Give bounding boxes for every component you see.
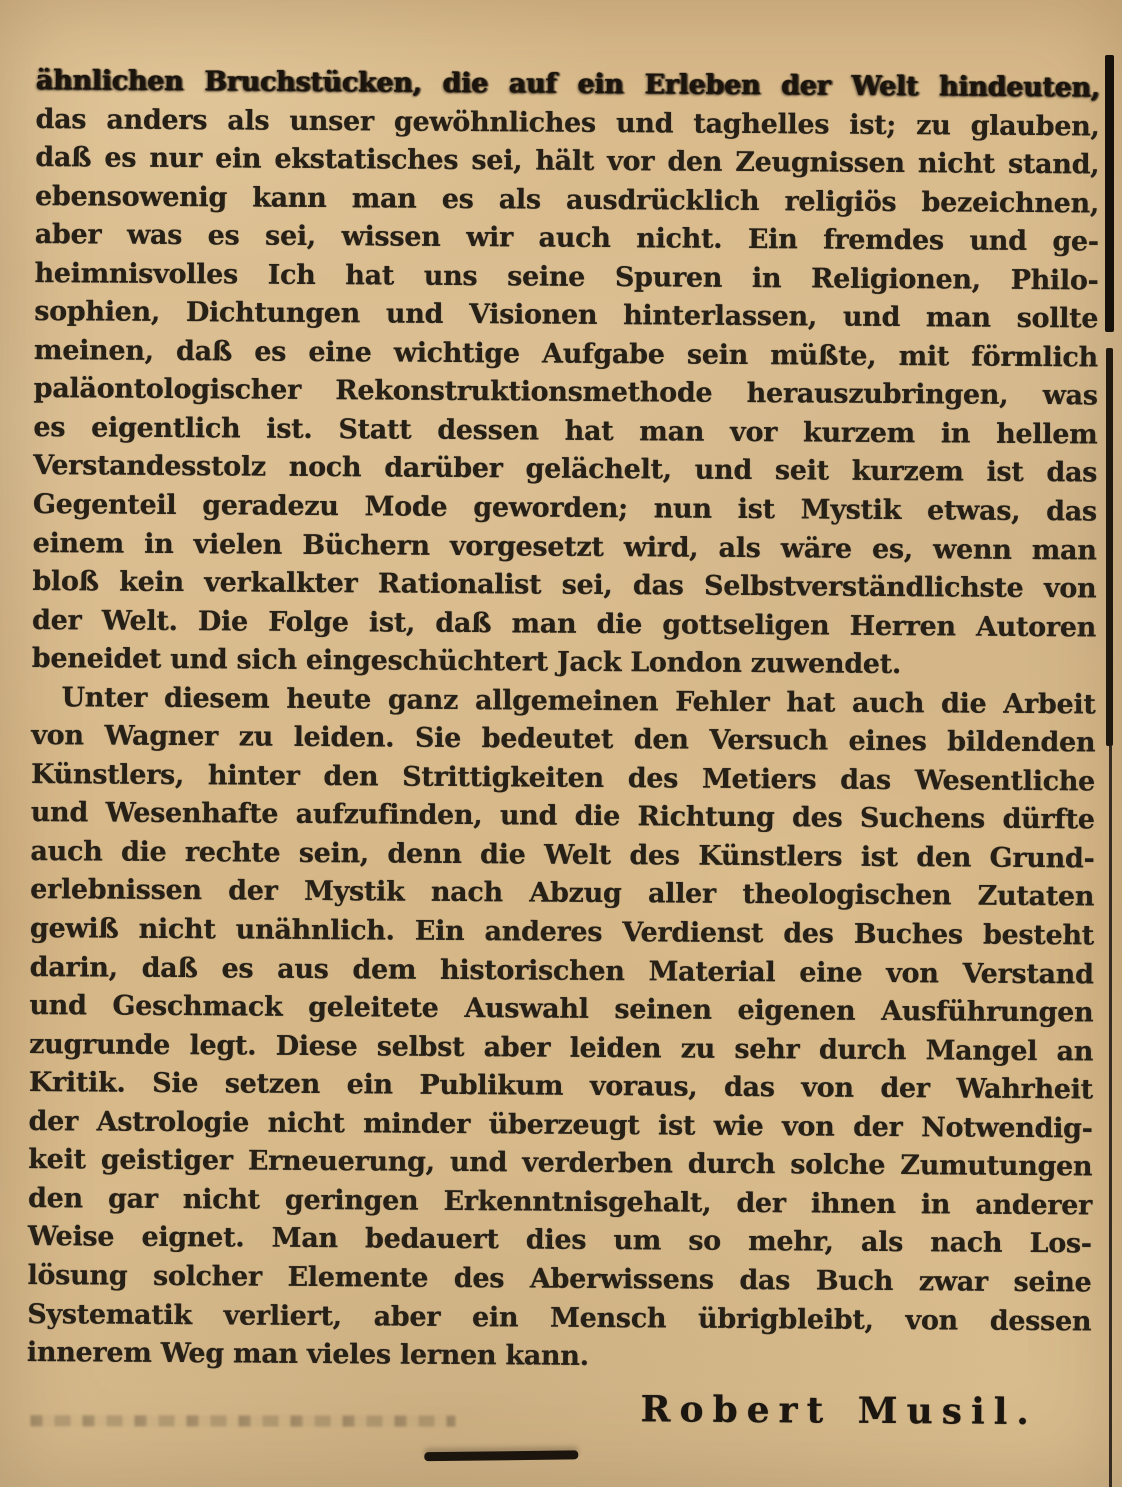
text-line: keit geistiger Erneuerung, und verderben durch solche Zumutungen (28, 1144, 1093, 1183)
text-line: und Geschmack geleitete Auswahl seinen eigenen Ausführungen (29, 990, 1094, 1029)
text-line: und Wesenhafte aufzufinden, und die Richtung des Suchens dürfte (30, 797, 1095, 836)
end-of-article-divider (424, 1450, 578, 1461)
text-line: zugrunde legt. Diese selbst aber leiden zu sehr durch Mangel an (29, 1028, 1094, 1068)
text-line: Systematik verliert, aber ein Mensch übrigbleibt, von dessen (27, 1298, 1092, 1337)
text-line: innerem Weg man vieles lernen kann. (26, 1337, 589, 1372)
article-text-block (26, 62, 1100, 1434)
text-line: ebensowenig kann man es als ausdrücklich religiös bezeichnen, (34, 180, 1100, 220)
text-line: der Welt. Die Folge ist, daß man die gottseligen Herren Autoren (31, 604, 1097, 644)
text-line: auch die rechte sein, denn die Welt des Künstlers ist den Grund- (30, 835, 1095, 875)
column-rule-top (1105, 55, 1114, 332)
text-line: beneidet und sich eingeschüchtert Jack London zuwendet. (31, 643, 902, 681)
column-rule-bottom (1109, 746, 1112, 1487)
text-line: einem in vielen Büchern vorgesetzt wird, als wäre es, wenn man (32, 527, 1097, 566)
text-line: es eigentlich ist. Statt dessen hat man vor kurzem in hellem (33, 411, 1098, 451)
text-line: Gegenteil geradezu Mode geworden; nun ist Mystik etwas, das (32, 489, 1097, 528)
author-signature: Robert Musil. (640, 1388, 1039, 1434)
text-line: daß es nur ein ekstatisches sei, hält vor den Zeugnissen nicht stand, (35, 142, 1100, 181)
text-line: heimnisvolles Ich hat uns seine Spuren in Religionen, Philo- (34, 257, 1099, 297)
faded-print-smudge (31, 1415, 456, 1426)
text-line: Unter diesem heute ganz allgemeinen Fehler hat auch die Arbeit (61, 681, 1096, 721)
text-line: bloß kein verkalkter Rationalist sei, das Selbstverständlichste von (32, 566, 1097, 605)
text-line: lösung solcher Elemente des Aberwissens das Buch zwar seine (27, 1259, 1092, 1299)
text-line: den gar nicht geringen Erkenntnisgehalt, der ihnen in anderer (27, 1182, 1093, 1222)
text-line: Künstlers, hinter den Strittigkeiten des Metiers das Wesentliche (30, 758, 1096, 798)
text-line: sophien, Dichtungen und Visionen hinterlassen, und man sollte (34, 296, 1099, 335)
text-line: gewiß nicht unähnlich. Ein anderes Verdienst des Buches besteht (29, 913, 1095, 952)
text-line: Kritik. Sie setzen ein Publikum voraus, das von der Wahrheit (28, 1067, 1093, 1106)
text-line: Verstandesstolz noch darüber gelächelt, und seit kurzem ist das (33, 450, 1098, 489)
text-line: das anders als unser gewöhnliches und taghelles ist; zu glauben, (35, 103, 1100, 142)
text-line: aber was es sei, wissen wir auch nicht. Ein fremdes und ge- (34, 219, 1099, 258)
text-line: von Wagner zu leiden. Sie bedeutet den Versuch eines bildenden (31, 720, 1096, 759)
text-line: paläontologischer Rekonstruktionsmethode herauszubringen, was (33, 373, 1098, 412)
column-rule-middle (1106, 348, 1113, 746)
text-line: erlebnissen der Mystik nach Abzug aller theologischen Zutaten (30, 874, 1095, 913)
text-line: darin, daß es aus dem historischen Material eine von Verstand (29, 951, 1094, 990)
text-line: meinen, daß es eine wichtige Aufgabe sein müßte, mit förmlich (33, 334, 1099, 374)
article-lines (27, 62, 1100, 1380)
text-line: der Astrologie nicht minder überzeugt ist wie von der Notwendig- (28, 1105, 1093, 1145)
text-line: ähnlichen Bruchstücken, die auf ein Erleben der Welt hindeuten, (35, 64, 1100, 104)
text-line: Weise eignet. Man bedauert dies um so mehr, als nach Los- (27, 1221, 1092, 1260)
